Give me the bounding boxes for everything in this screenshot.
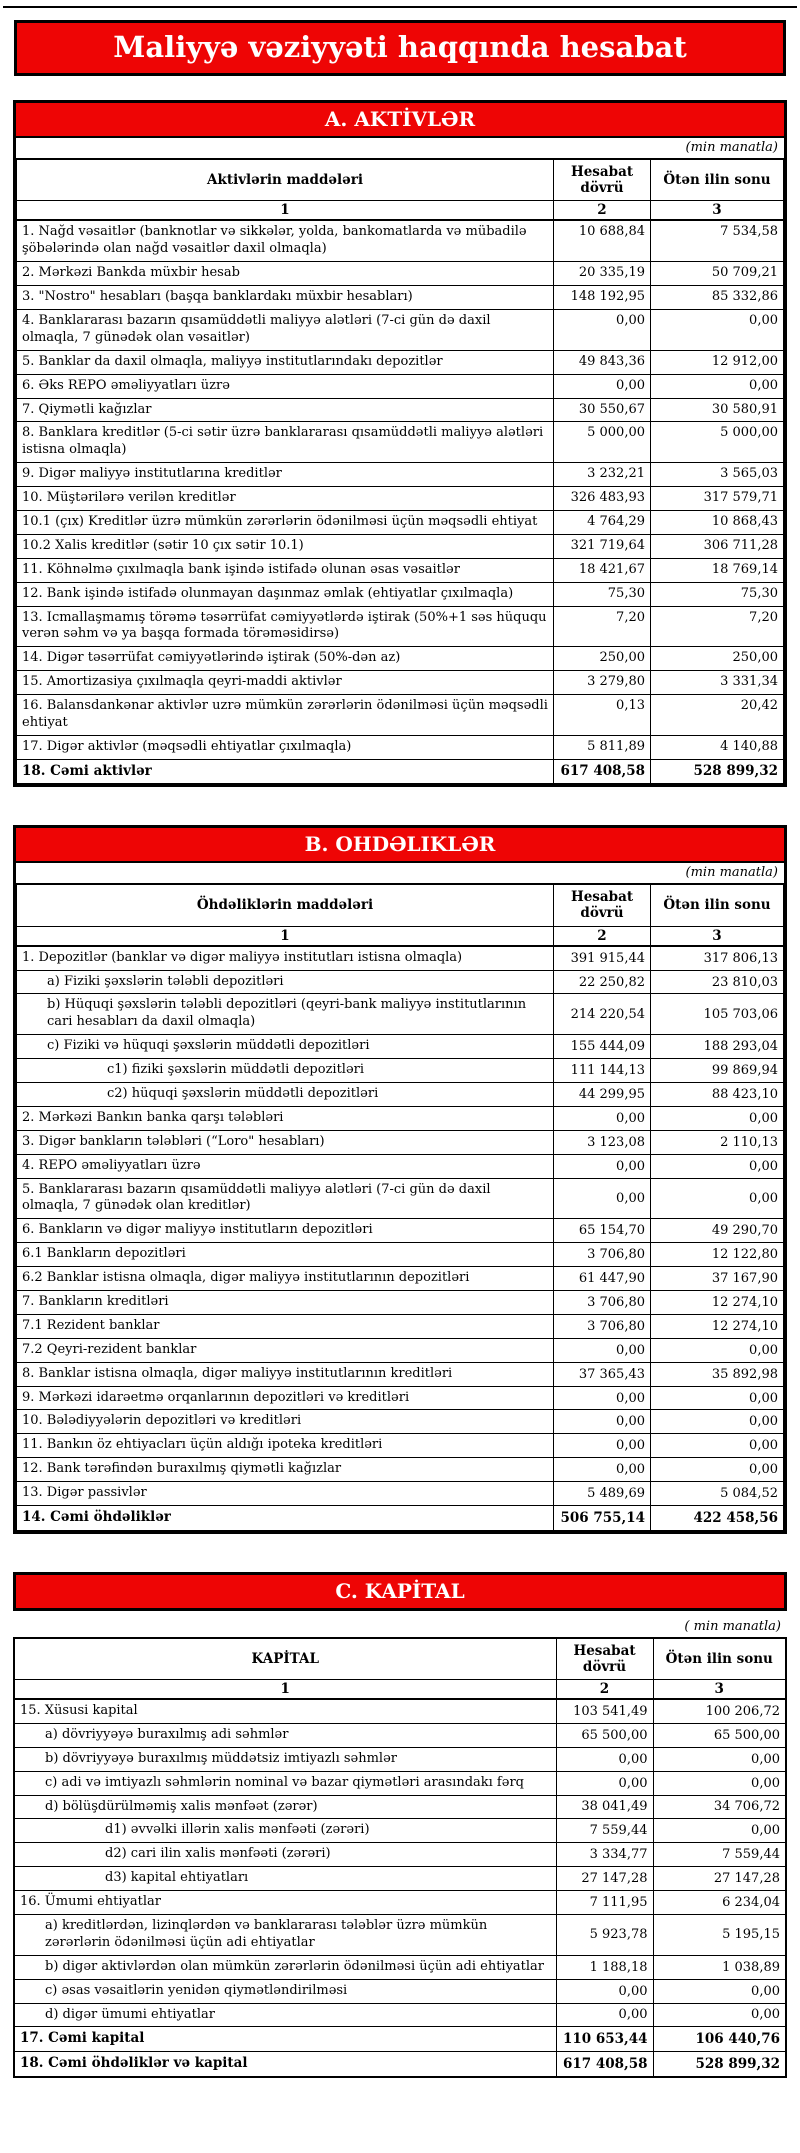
column-number-row	[14, 1679, 786, 1699]
row-value-current-period: 3 706,80	[554, 1314, 651, 1338]
row-value-current-period: 65 500,00	[556, 1723, 653, 1747]
table-row	[17, 262, 784, 286]
section-assets-banner	[16, 103, 784, 138]
table-row	[17, 946, 784, 970]
row-label: c) əsas vəsaitlərin yenidən qiymətləndirilməsi	[14, 1979, 556, 2003]
table-row	[17, 220, 784, 261]
row-value-previous-year: 0,00	[653, 2003, 786, 2027]
row-value-current-period: 0,00	[556, 2003, 653, 2027]
row-value-previous-year: 37 167,90	[651, 1267, 784, 1291]
table-row	[17, 1154, 784, 1178]
row-label: a) Fiziki şəxslərin tələbli depozitləri	[17, 970, 554, 994]
row-label: 10. Müştərilərə verilən kreditlər	[17, 487, 554, 511]
row-value-previous-year: 3 331,34	[651, 671, 784, 695]
section-liabilities-banner	[16, 828, 784, 863]
row-label: 9. Mərkəzi idarəetmə orqanlarının depozitləri və kreditləri	[17, 1386, 554, 1410]
row-value-current-period: 0,00	[554, 1434, 651, 1458]
row-label: 7.1 Rezident banklar	[17, 1314, 554, 1338]
column-number-row	[17, 926, 784, 946]
section-assets-title: A. AKTİVLƏR	[324, 107, 476, 131]
row-value-current-period: 5 923,78	[556, 1914, 653, 1955]
row-label: 5. Banklararası bazarın qısamüddətli maliyyə alətləri (7-ci gün də daxil olmaqla, 7 günədək olan kreditlər)	[17, 1178, 554, 1219]
row-value-current-period: 18 421,67	[554, 558, 651, 582]
column-header-items: Aktivlərin maddələri	[17, 159, 554, 201]
row-label: 16. Balansdankənar aktivlər uzrə mümkün zərərlərin ödənilməsi üçün məqsədli ehtiyat	[17, 695, 554, 736]
row-label: 18. Cəmi öhdəliklər və kapital	[14, 2051, 556, 2076]
row-value-previous-year: 1 038,89	[653, 1955, 786, 1979]
row-value-current-period: 506 755,14	[554, 1506, 651, 1531]
row-value-previous-year: 75,30	[651, 582, 784, 606]
table-row	[14, 2003, 786, 2027]
row-value-previous-year: 105 703,06	[651, 994, 784, 1035]
row-value-current-period: 27 147,28	[556, 1867, 653, 1891]
row-value-previous-year: 99 869,94	[651, 1059, 784, 1083]
table-row	[17, 1386, 784, 1410]
row-label: 10. Bələdiyyələrin depozitləri və kreditləri	[17, 1410, 554, 1434]
column-number-3: 3	[653, 1679, 786, 1699]
row-value-current-period: 75,30	[554, 582, 651, 606]
column-number-2: 2	[554, 926, 651, 946]
row-value-previous-year: 0,00	[651, 309, 784, 350]
column-number-row	[17, 201, 784, 221]
unit-note-assets: (min manatla)	[685, 140, 778, 155]
row-value-previous-year: 7 559,44	[653, 1843, 786, 1867]
row-label: c) Fiziki və hüquqi şəxslərin müddətli depozitləri	[17, 1035, 554, 1059]
row-value-previous-year: 7 534,58	[651, 220, 784, 261]
row-value-current-period: 0,00	[554, 1338, 651, 1362]
row-label: 11. Bankın öz ehtiyacları üçün aldığı ipoteka kreditləri	[17, 1434, 554, 1458]
row-value-current-period: 326 483,93	[554, 487, 651, 511]
row-value-previous-year: 422 458,56	[651, 1506, 784, 1531]
row-value-current-period: 3 706,80	[554, 1243, 651, 1267]
row-value-current-period: 65 154,70	[554, 1219, 651, 1243]
row-value-previous-year: 27 147,28	[653, 1867, 786, 1891]
table-row	[17, 994, 784, 1035]
liabilities-header-row	[17, 884, 784, 926]
row-value-previous-year: 6 234,04	[653, 1891, 786, 1915]
row-value-previous-year: 317 579,71	[651, 487, 784, 511]
column-header-previous-year: Ötən ilin sonu	[651, 159, 784, 201]
row-label: a) kreditlərdən, lizinqlərdən və banklararası tələblər üzrə mümkün zərərlərin ödənilməsi üçün adi ehtiyatlar	[14, 1914, 556, 1955]
row-value-previous-year: 100 206,72	[653, 1699, 786, 1723]
row-label: 13. Icmallaşmamış törəmə təsərrüfat cəmiyyətlərdə iştirak (50%+1 səs hüququ verən səhm və ya başqa formada törəməsidirsə)	[17, 606, 554, 647]
row-value-current-period: 0,00	[554, 1386, 651, 1410]
table-row	[17, 582, 784, 606]
row-value-previous-year: 50 709,21	[651, 262, 784, 286]
row-value-previous-year: 528 899,32	[651, 759, 784, 784]
row-label: 2. Mərkəzi Bankda müxbir hesab	[17, 262, 554, 286]
table-row	[17, 1219, 784, 1243]
row-label: d3) kapital ehtiyatları	[14, 1867, 556, 1891]
row-label: 14. Cəmi öhdəliklər	[17, 1506, 554, 1531]
row-value-previous-year: 3 565,03	[651, 463, 784, 487]
row-value-current-period: 321 719,64	[554, 534, 651, 558]
row-value-current-period: 3 706,80	[554, 1291, 651, 1315]
table-row	[17, 1243, 784, 1267]
table-row	[17, 286, 784, 310]
row-value-previous-year: 0,00	[651, 1410, 784, 1434]
row-value-current-period: 214 220,54	[554, 994, 651, 1035]
column-header-current-period: Hesabat dövrü	[556, 1638, 653, 1680]
row-value-current-period: 5 489,69	[554, 1482, 651, 1506]
table-row	[14, 2051, 786, 2076]
table-row	[17, 463, 784, 487]
row-value-previous-year: 18 769,14	[651, 558, 784, 582]
row-value-previous-year: 0,00	[651, 374, 784, 398]
row-label: 7. Qiymətli kağızlar	[17, 398, 554, 422]
row-value-current-period: 155 444,09	[554, 1035, 651, 1059]
table-row	[14, 1819, 786, 1843]
table-row	[14, 1867, 786, 1891]
table-row	[17, 374, 784, 398]
row-label: 5. Banklar da daxil olmaqla, maliyyə institutlarındakı depozitlər	[17, 350, 554, 374]
row-label: 2. Mərkəzi Bankın banka qarşı tələbləri	[17, 1106, 554, 1130]
column-header-items: KAPİTAL	[14, 1638, 556, 1680]
table-row	[17, 1083, 784, 1107]
table-row	[14, 1699, 786, 1723]
row-label: 17. Digər aktivlər (məqsədli ehtiyatlar çıxılmaqla)	[17, 735, 554, 759]
row-value-current-period: 20 335,19	[554, 262, 651, 286]
row-value-previous-year: 188 293,04	[651, 1035, 784, 1059]
row-value-previous-year: 4 140,88	[651, 735, 784, 759]
table-row	[17, 759, 784, 784]
row-value-previous-year: 12 274,10	[651, 1314, 784, 1338]
row-value-current-period: 0,00	[556, 1771, 653, 1795]
row-value-current-period: 110 653,44	[556, 2027, 653, 2052]
row-value-current-period: 0,00	[554, 1458, 651, 1482]
row-value-previous-year: 0,00	[653, 1979, 786, 2003]
row-label: c) adi və imtiyazlı səhmlərin nominal və bazar qiymətləri arasındakı fərq	[14, 1771, 556, 1795]
row-value-previous-year: 49 290,70	[651, 1219, 784, 1243]
row-value-current-period: 0,00	[554, 374, 651, 398]
table-row	[17, 1458, 784, 1482]
column-number-2: 2	[556, 1679, 653, 1699]
row-value-previous-year: 0,00	[651, 1386, 784, 1410]
row-label: 18. Cəmi aktivlər	[17, 759, 554, 784]
table-row	[17, 1267, 784, 1291]
table-row	[14, 1747, 786, 1771]
row-label: 1. Nağd vəsaitlər (banknotlar və sikkələr, yolda, bankomatlarda və mübadilə şöbələrində olan nağd vəsaitlər daxil olmaqla)	[17, 220, 554, 261]
report-title-banner	[14, 20, 786, 76]
row-label: b) digər aktivlərdən olan mümkün zərərlərin ödənilməsi üçün adi ehtiyatlar	[14, 1955, 556, 1979]
table-row	[17, 1106, 784, 1130]
row-value-previous-year: 0,00	[653, 1747, 786, 1771]
column-number-1: 1	[17, 926, 554, 946]
row-value-previous-year: 250,00	[651, 647, 784, 671]
table-row	[17, 398, 784, 422]
row-label: 10.1 (çıx) Kreditlər üzrə mümkün zərərlərin ödənilməsi üçün məqsədli ehtiyat	[17, 510, 554, 534]
row-value-previous-year: 5 000,00	[651, 422, 784, 463]
row-value-current-period: 7,20	[554, 606, 651, 647]
row-value-previous-year: 5 084,52	[651, 1482, 784, 1506]
section-liabilities-title: B. OHDƏLIKLƏR	[304, 832, 496, 857]
row-value-current-period: 7 559,44	[556, 1819, 653, 1843]
row-value-current-period: 1 188,18	[556, 1955, 653, 1979]
unit-note-capital: ( min manatla)	[684, 1618, 781, 1634]
unit-note-liabilities: (min manatla)	[685, 865, 778, 881]
table-row	[17, 1410, 784, 1434]
row-value-previous-year: 0,00	[653, 1819, 786, 1843]
row-label: 13. Digər passivlər	[17, 1482, 554, 1506]
row-value-current-period: 37 365,43	[554, 1362, 651, 1386]
section-liabilities	[13, 825, 787, 1533]
row-value-previous-year: 0,00	[651, 1106, 784, 1130]
table-row	[17, 350, 784, 374]
row-value-previous-year: 12 122,80	[651, 1243, 784, 1267]
row-value-previous-year: 12 274,10	[651, 1291, 784, 1315]
table-row	[17, 1130, 784, 1154]
table-row	[17, 1482, 784, 1506]
row-value-current-period: 22 250,82	[554, 970, 651, 994]
column-header-items: Öhdəliklərin maddələri	[17, 884, 554, 926]
table-row	[14, 2027, 786, 2052]
row-label: 3. Digər bankların tələbləri (“Loro" hesabları)	[17, 1130, 554, 1154]
row-value-previous-year: 2 110,13	[651, 1130, 784, 1154]
capital-header-row	[14, 1638, 786, 1680]
row-label: c1) fiziki şəxslərin müddətli depozitləri	[17, 1059, 554, 1083]
row-value-current-period: 617 408,58	[556, 2051, 653, 2076]
row-value-previous-year: 10 868,43	[651, 510, 784, 534]
row-value-current-period: 0,00	[554, 1410, 651, 1434]
table-row	[17, 695, 784, 736]
row-value-current-period: 0,00	[554, 1106, 651, 1130]
table-row	[17, 309, 784, 350]
row-value-previous-year: 306 711,28	[651, 534, 784, 558]
column-number-1: 1	[14, 1679, 556, 1699]
row-label: 6. Əks REPO əməliyyatları üzrə	[17, 374, 554, 398]
row-value-current-period: 0,00	[556, 1979, 653, 2003]
row-label: d) digər ümumi ehtiyatlar	[14, 2003, 556, 2027]
table-row	[17, 671, 784, 695]
row-value-current-period: 5 811,89	[554, 735, 651, 759]
table-row	[17, 1338, 784, 1362]
table-row	[17, 422, 784, 463]
report-title: Maliyyə vəziyyəti haqqında hesabat	[113, 30, 687, 64]
row-label: 16. Ümumi ehtiyatlar	[14, 1891, 556, 1915]
row-label: 4. REPO əməliyyatları üzrə	[17, 1154, 554, 1178]
row-label: a) dövriyyəyə buraxılmış adi səhmlər	[14, 1723, 556, 1747]
assets-table	[16, 158, 784, 784]
assets-header-row	[17, 159, 784, 201]
row-value-current-period: 111 144,13	[554, 1059, 651, 1083]
row-label: 7.2 Qeyri-rezident banklar	[17, 1338, 554, 1362]
row-value-previous-year: 35 892,98	[651, 1362, 784, 1386]
column-number-1: 1	[17, 201, 554, 221]
column-number-3: 3	[651, 201, 784, 221]
table-row	[17, 1314, 784, 1338]
table-row	[14, 1891, 786, 1915]
row-label: 17. Cəmi kapital	[14, 2027, 556, 2052]
row-value-previous-year: 0,00	[651, 1154, 784, 1178]
capital-table	[13, 1637, 787, 2078]
row-label: 11. Köhnəlmə çıxılmaqla bank işində istifadə olunan əsas vəsaitlər	[17, 558, 554, 582]
section-capital-title: C. KAPİTAL	[335, 1578, 465, 1603]
table-row	[17, 970, 784, 994]
row-label: 6.2 Banklar istisna olmaqla, digər maliyyə institutlarının depozitləri	[17, 1267, 554, 1291]
row-label: 9. Digər maliyyə institutlarına kreditlər	[17, 463, 554, 487]
row-value-previous-year: 0,00	[651, 1178, 784, 1219]
table-row	[17, 1506, 784, 1531]
table-row	[17, 1035, 784, 1059]
row-value-current-period: 617 408,58	[554, 759, 651, 784]
row-value-previous-year: 88 423,10	[651, 1083, 784, 1107]
row-value-previous-year: 34 706,72	[653, 1795, 786, 1819]
table-row	[17, 1362, 784, 1386]
row-value-current-period: 7 111,95	[556, 1891, 653, 1915]
column-number-3: 3	[651, 926, 784, 946]
row-label: 15. Xüsusi kapital	[14, 1699, 556, 1723]
row-label: 3. "Nostro" hesabları (başqa banklardakı müxbir hesabları)	[17, 286, 554, 310]
table-row	[17, 1291, 784, 1315]
row-value-previous-year: 20,42	[651, 695, 784, 736]
top-rule	[3, 6, 797, 8]
row-value-previous-year: 65 500,00	[653, 1723, 786, 1747]
row-label: d1) əvvəlki illərin xalis mənfəəti (zərəri)	[14, 1819, 556, 1843]
row-label: d) bölüşdürülməmiş xalis mənfəət (zərər)	[14, 1795, 556, 1819]
row-value-previous-year: 30 580,91	[651, 398, 784, 422]
row-label: 10.2 Xalis kreditlər (sətir 10 çıx sətir 10.1)	[17, 534, 554, 558]
row-label: 4. Banklararası bazarın qısamüddətli maliyyə alətləri (7-ci gün də daxil olmaqla, 7 günədək olan vəsaitlər)	[17, 309, 554, 350]
row-value-current-period: 0,13	[554, 695, 651, 736]
table-row	[17, 558, 784, 582]
row-value-current-period: 148 192,95	[554, 286, 651, 310]
row-label: c2) hüquqi şəxslərin müddətli depozitləri	[17, 1083, 554, 1107]
section-assets	[13, 100, 787, 787]
row-label: d2) cari ilin xalis mənfəəti (zərəri)	[14, 1843, 556, 1867]
row-label: b) dövriyyəyə buraxılmış müddətsiz imtiyazlı səhmlər	[14, 1747, 556, 1771]
row-value-previous-year: 528 899,32	[653, 2051, 786, 2076]
row-value-previous-year: 7,20	[651, 606, 784, 647]
table-row	[17, 647, 784, 671]
row-value-previous-year: 106 440,76	[653, 2027, 786, 2052]
row-label: 6. Bankların və digər maliyyə institutların depozitləri	[17, 1219, 554, 1243]
row-value-current-period: 4 764,29	[554, 510, 651, 534]
table-row	[14, 1914, 786, 1955]
row-value-current-period: 0,00	[556, 1747, 653, 1771]
row-value-current-period: 103 541,49	[556, 1699, 653, 1723]
row-value-previous-year: 5 195,15	[653, 1914, 786, 1955]
row-value-current-period: 3 232,21	[554, 463, 651, 487]
section-capital-banner	[13, 1572, 787, 1611]
table-row	[17, 1178, 784, 1219]
table-row	[14, 1723, 786, 1747]
row-value-current-period: 3 123,08	[554, 1130, 651, 1154]
row-value-current-period: 61 447,90	[554, 1267, 651, 1291]
column-header-current-period: Hesabat dövrü	[554, 884, 651, 926]
column-number-2: 2	[554, 201, 651, 221]
row-value-current-period: 0,00	[554, 309, 651, 350]
row-value-previous-year: 12 912,00	[651, 350, 784, 374]
row-value-current-period: 49 843,36	[554, 350, 651, 374]
row-label: 12. Bank tərəfindən buraxılmış qiymətli kağızlar	[17, 1458, 554, 1482]
column-header-previous-year: Ötən ilin sonu	[651, 884, 784, 926]
table-row	[17, 1059, 784, 1083]
row-value-current-period: 391 915,44	[554, 946, 651, 970]
row-label: 6.1 Bankların depozitləri	[17, 1243, 554, 1267]
table-row	[17, 534, 784, 558]
row-value-previous-year: 317 806,13	[651, 946, 784, 970]
row-value-current-period: 250,00	[554, 647, 651, 671]
row-value-current-period: 3 334,77	[556, 1843, 653, 1867]
table-row	[14, 1843, 786, 1867]
table-row	[17, 510, 784, 534]
row-label: 15. Amortizasiya çıxılmaqla qeyri-maddi aktivlər	[17, 671, 554, 695]
column-header-previous-year: Ötən ilin sonu	[653, 1638, 786, 1680]
liabilities-table	[16, 883, 784, 1530]
table-row	[14, 1955, 786, 1979]
row-value-previous-year: 0,00	[653, 1771, 786, 1795]
row-value-previous-year: 85 332,86	[651, 286, 784, 310]
column-header-current-period: Hesabat dövrü	[554, 159, 651, 201]
row-label: 8. Banklara kreditlər (5-ci sətir üzrə banklararası qısamüddətli maliyyə alətləri istisna olmaqla)	[17, 422, 554, 463]
row-label: 1. Depozitlər (banklar və digər maliyyə institutları istisna olmaqla)	[17, 946, 554, 970]
row-label: 8. Banklar istisna olmaqla, digər maliyyə institutlarının kreditləri	[17, 1362, 554, 1386]
row-value-current-period: 38 041,49	[556, 1795, 653, 1819]
row-value-current-period: 0,00	[554, 1154, 651, 1178]
table-row	[17, 606, 784, 647]
row-label: 7. Bankların kreditləri	[17, 1291, 554, 1315]
table-row	[14, 1979, 786, 2003]
row-value-previous-year: 0,00	[651, 1338, 784, 1362]
table-row	[17, 1434, 784, 1458]
row-value-previous-year: 0,00	[651, 1458, 784, 1482]
row-value-current-period: 44 299,95	[554, 1083, 651, 1107]
row-label: 14. Digər təsərrüfat cəmiyyətlərində iştirak (50%-dən az)	[17, 647, 554, 671]
table-row	[17, 735, 784, 759]
row-value-current-period: 0,00	[554, 1178, 651, 1219]
table-row	[14, 1771, 786, 1795]
row-label: b) Hüquqi şəxslərin tələbli depozitləri (qeyri-bank maliyyə institutlarının cari hesabları da daxil olmaqla)	[17, 994, 554, 1035]
row-value-current-period: 3 279,80	[554, 671, 651, 695]
table-row	[14, 1795, 786, 1819]
table-row	[17, 487, 784, 511]
row-value-current-period: 30 550,67	[554, 398, 651, 422]
row-value-previous-year: 23 810,03	[651, 970, 784, 994]
row-value-current-period: 10 688,84	[554, 220, 651, 261]
row-label: 12. Bank işində istifadə olunmayan daşınmaz əmlak (ehtiyatlar çıxılmaqla)	[17, 582, 554, 606]
section-capital	[13, 1572, 787, 2078]
row-value-previous-year: 0,00	[651, 1434, 784, 1458]
row-value-current-period: 5 000,00	[554, 422, 651, 463]
